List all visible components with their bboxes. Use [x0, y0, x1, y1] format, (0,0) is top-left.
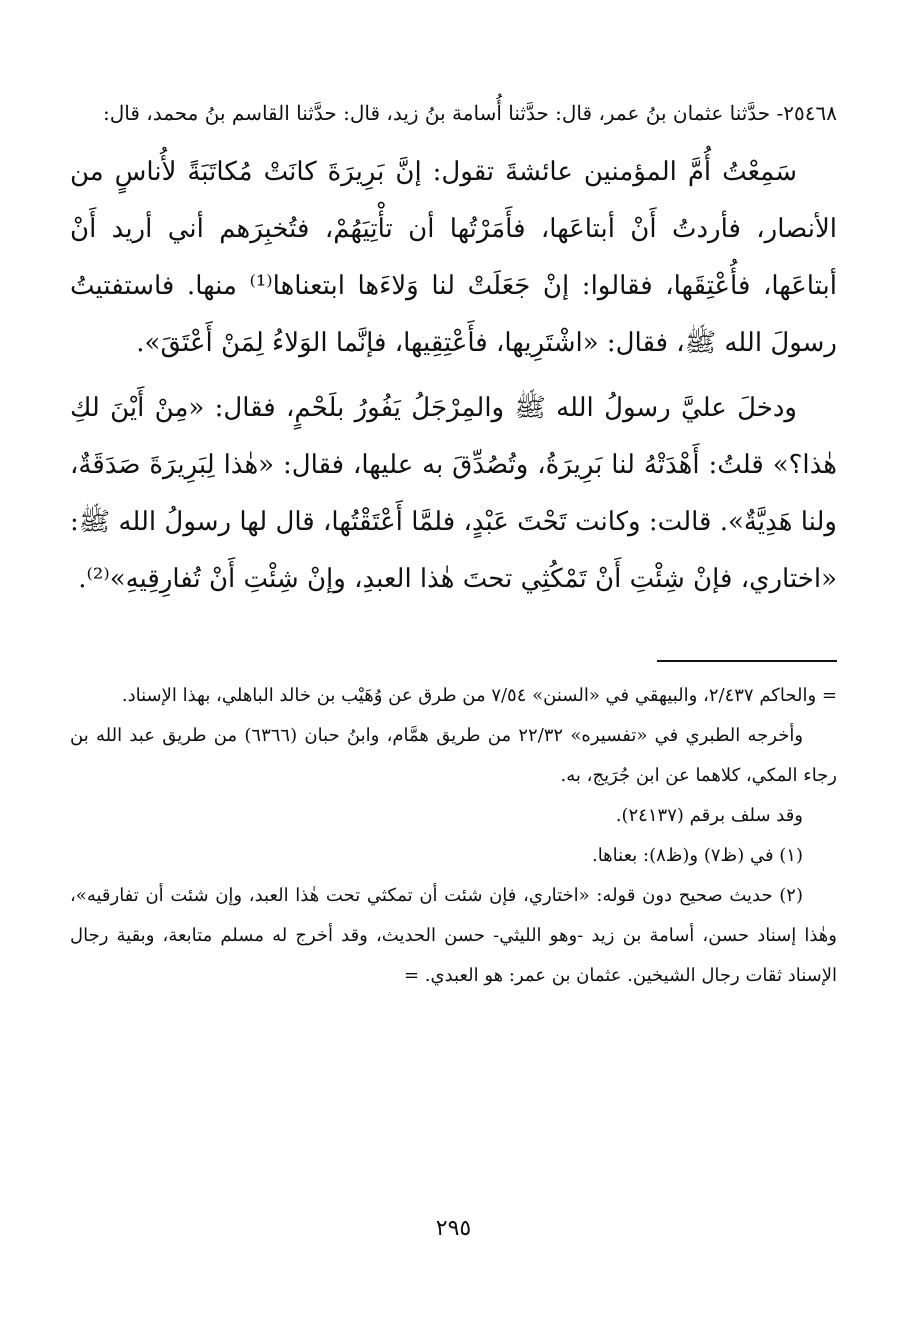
- footnote-2-text: (٢) حديث صحيح دون قوله: «اختاري، فإن شئت أن تمكثي تحت هٰذا العبد، وإن شئت أن تفارقيه»، وهٰذا إسناد حسن، أسامة بن زيد -وهو الليثي- حسن الحديث، وقد أخرج له مسلم متابعة، وبقية رجال الإسناد ثقات رجال الشيخين. عثمان بن عمر: هو العبدي.: [70, 885, 837, 986]
- footnote-separator-wrap: [70, 660, 837, 662]
- continued-end-marker: =: [403, 965, 420, 986]
- page-number: ٢٩٥: [435, 1216, 472, 1241]
- hadith-paragraph-2: ودخلَ عليَّ رسولُ الله ﷺ والمِرْجَلُ يَفُورُ بلَحْمٍ، فقال: «مِنْ أَيْنَ لكِ هٰذا؟» قلتُ: أَهْدَتْهُ لنا بَرِيرَةُ، وتُصُدِّقَ به عليها، فقال: «هٰذا لِبَرِيرَةَ صَدَقَةٌ، ولنا هَدِيَّةٌ». قالت: وكانت تَحْتَ عَبْدٍ، فلمَّا أَعْتَقْتُها، قال لها رسولُ الله ﷺ: «اختاري، فإنْ شِئْتِ أَنْ تَمْكُثِي تحتَ هٰذا العبدِ، وإنْ شِئْتِ أَنْ تُفارِقِيهِ»⁽²⁾.: [70, 393, 837, 594]
- continued-start-marker: =: [821, 685, 837, 706]
- footnote-2: [70, 876, 837, 996]
- footnote-takhrij: وأخرجه الطبري في «تفسيره» ٢٢/٣٢ من طريق همَّام، وابنُ حبان (٦٣٦٦) من طريق عبد الله بن رجاء المكي، كلاهما عن ابن جُرَيج، به.: [70, 725, 837, 786]
- hadith-text: [70, 144, 837, 608]
- footnote-separator: [657, 660, 837, 662]
- footnote-continued: [70, 676, 837, 716]
- hadith-paragraph-1: سَمِعْتُ أُمَّ المؤمنين عائشةَ تقول: إنَّ بَرِيرَةَ كانَتْ مُكاتَبَةً لأُناسٍ من الأنصار، فأردتُ أَنْ أبتاعَها، فأَمَرْتُها أن تأْتِيَهُمْ، فتُخبِرَهم أني أريد أَنْ أبتاعَها، فأُعْتِقَها، فقالوا: إنْ جَعَلَتْ لنا وَلاءَها ابتعناها⁽¹⁾ منها. فاستفتيتُ رسولَ الله ﷺ، فقال: «اشْتَرِيها، فأَعْتِقِيها، فإنَّما الوَلاءُ لِمَنْ أَعْتَقَ».: [70, 157, 837, 358]
- footnote-continued-text: والحاكم ٢/٤٣٧، والبيهقي في «السنن» ٧/٥٤ من طرق عن وُهَيْب بن خالد الباهلي، بهذا الإسناد.: [121, 685, 817, 706]
- footnote-1: (١) في (ظ٧) و(ظ٨): بعناها.: [591, 845, 803, 866]
- hadith-isnad: ٢٥٤٦٨- حدَّثنا عثمان بنُ عمر، قال: حدَّثنا أُسامة بنُ زيد، قال: حدَّثنا القاسم بنُ محمد، قال:: [102, 101, 837, 125]
- footnote-salaf: وقد سلف برقم (٢٤١٣٧).: [615, 805, 803, 826]
- footnotes: [70, 676, 837, 996]
